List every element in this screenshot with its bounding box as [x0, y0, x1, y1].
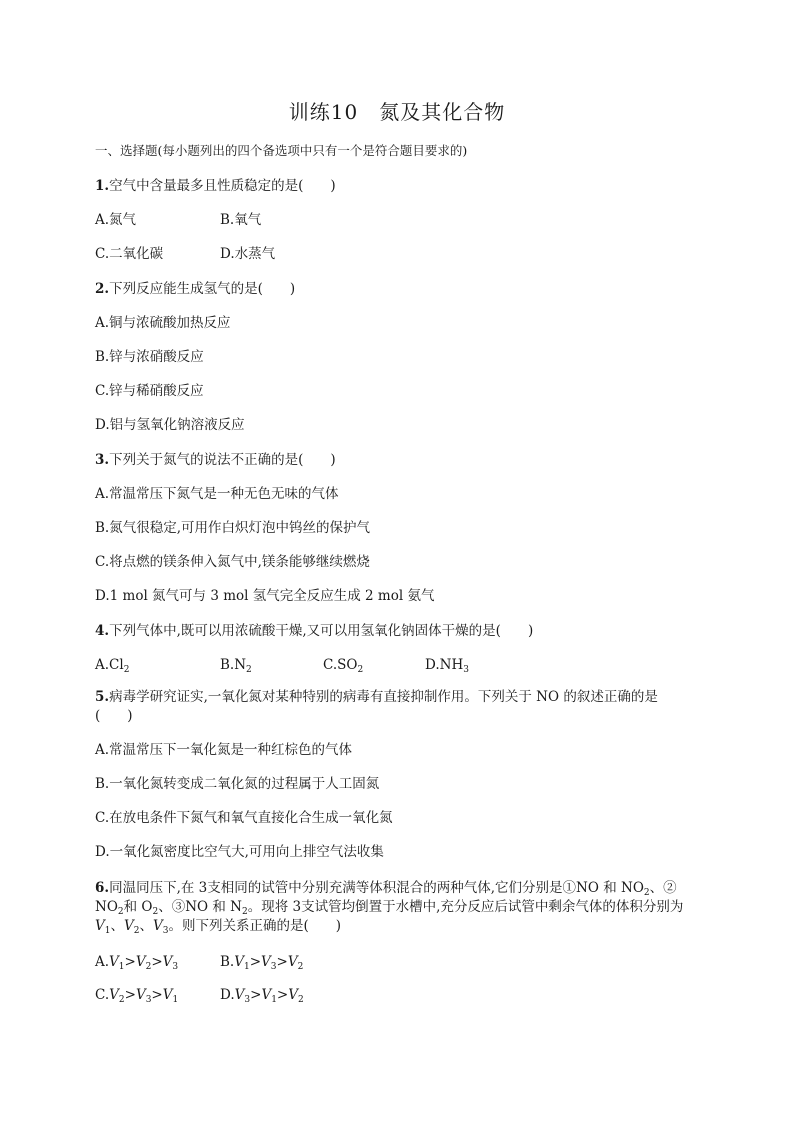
question-1 [95, 177, 336, 195]
question-number: 4. [95, 623, 110, 639]
answer-bracket: ( ) [95, 708, 133, 724]
question-6-line2: $NO_2$和 $O_2$、③NO 和 $N_2$。现将 3支试管均倒置于水槽中,充分反应后试管中剩余气体的体积分别为 [95, 899, 684, 917]
question-3 [95, 451, 336, 469]
option-d: D.一氧化氮密度比空气大,可用向上排空气法收集 [95, 844, 384, 860]
option-b: $B.V_1>V_3>V_2$ [220, 954, 304, 972]
question-number: 6. [95, 880, 110, 896]
question-6-line3: $V_1$、$V_2$、$V_3$。则下列关系正确的是( ) [95, 918, 341, 936]
question-stem: 病毒学研究证实,一氧化氮对某种特别的病毒有直接抑制作用。下列关于 NO 的叙述正确的是 [109, 689, 658, 705]
option-c: C.二氧化碳 [95, 246, 164, 262]
question-6: 6.同温同压下,在 3支相同的试管中分别充满等体积混合的两种气体,它们分别是①NO 和 $NO_2$、② [95, 880, 677, 898]
section-heading: 一、选择题(每小题列出的四个备选项中只有一个是符合题目要求的) [95, 143, 468, 158]
option-b: B.一氧化氮转变成二氧化氮的过程属于人工固氮 [95, 776, 380, 792]
option-a: A.铜与浓硫酸加热反应 [95, 315, 231, 331]
question-stem: 下列气体中,既可以用浓硫酸干燥,又可以用氢氧化钠固体干燥的是( ) [109, 623, 534, 639]
option-a: A.常温常压下一氧化氮是一种红棕色的气体 [95, 742, 353, 758]
option-c: $C.V_2>V_3>V_1$ [95, 987, 179, 1005]
question-5 [95, 688, 658, 706]
q6-options-row2 [95, 986, 304, 1005]
option-d: D.铝与氢氧化钠溶液反应 [95, 417, 245, 433]
option-c: C.锌与稀硝酸反应 [95, 383, 204, 399]
question-number: 1. [95, 178, 110, 194]
question-stem: 下列关于氮气的说法不正确的是( ) [109, 452, 336, 468]
option-d: $D.V_3>V_1>V_2$ [220, 987, 304, 1005]
q1-options-row1 [95, 211, 262, 229]
question-number: 2. [95, 281, 110, 297]
option-d: $D.NH_3$ [425, 657, 469, 675]
option-b: B.氮气很稳定,可用作白炽灯泡中钨丝的保护气 [95, 520, 371, 536]
question-2 [95, 280, 295, 298]
q4-options [95, 656, 595, 674]
question-4 [95, 622, 533, 640]
q1-options-row2 [95, 245, 276, 263]
option-c: C.在放电条件下氮气和氧气直接化合生成一氧化氮 [95, 810, 393, 826]
option-d: D.1 mol 氮气可与 3 mol 氢气完全反应生成 2 mol 氨气 [95, 588, 435, 604]
option-a: $A.Cl_2$ [95, 657, 130, 675]
question-stem: 下列反应能生成氢气的是( ) [109, 281, 296, 297]
option-a: A.常温常压下氮气是一种无色无味的气体 [95, 486, 339, 502]
question-number: 5. [95, 689, 110, 705]
question-number: 3. [95, 452, 110, 468]
option-c: C.将点燃的镁条伸入氮气中,镁条能够继续燃烧 [95, 554, 370, 570]
option-b: B.氧气 [220, 212, 262, 228]
option-c: $C.SO_2$ [323, 657, 364, 675]
q6-options-row1 [95, 953, 304, 972]
option-d: D.水蒸气 [220, 246, 276, 262]
option-a: A.氮气 [95, 212, 137, 228]
option-b: $B.N_2$ [220, 657, 252, 675]
option-a: $A.V_1>V_2>V_3$ [95, 954, 179, 972]
page-title: 训练10 氮及其化合物 [288, 100, 506, 124]
option-b: B.锌与浓硝酸反应 [95, 349, 204, 365]
question-stem: 空气中含量最多且性质稳定的是( ) [109, 178, 336, 194]
